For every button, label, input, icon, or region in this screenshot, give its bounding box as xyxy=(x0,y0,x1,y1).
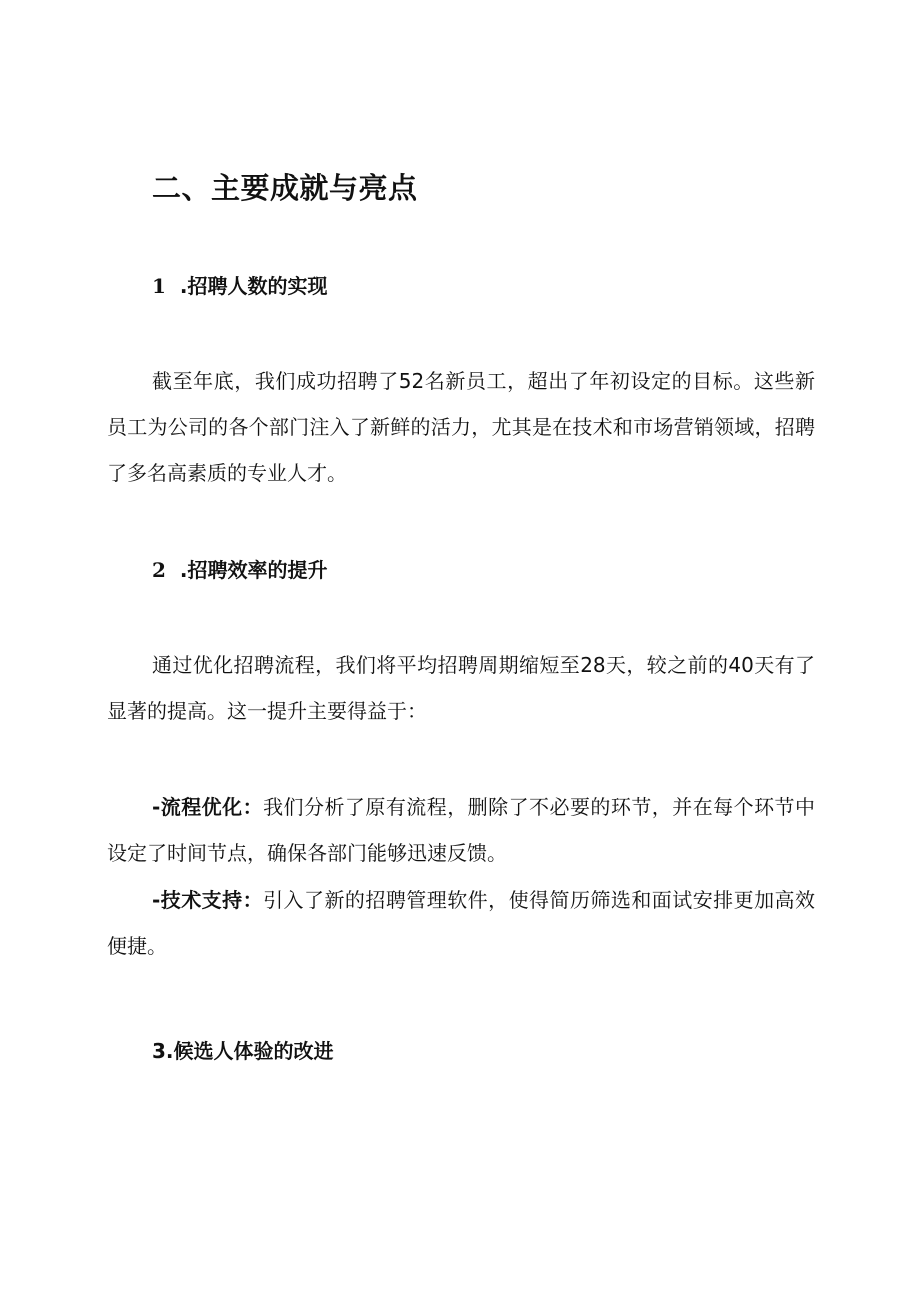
paragraph-recruitment-count: 截至年底，我们成功招聘了52名新员工，超出了年初设定的目标。这些新员工为公司的各个部门注入了新鲜的活力，尤其是在技术和市场营销领域，招聘了多名高素质的专业人才。 xyxy=(107,369,815,485)
subsection-heading-3: 3.候选人体验的改进 xyxy=(152,1039,334,1063)
bullet-tech-support xyxy=(107,877,815,969)
bullet-process-optimization xyxy=(107,784,815,876)
bullet-text-process: 我们分析了原有流程，删除了不必要的环节，并在每个环节中设定了时间节点，确保各部门能够迅速反馈。 xyxy=(107,795,815,865)
subsection-number-1: 1 xyxy=(152,274,166,298)
paragraph-recruitment-efficiency: 通过优化招聘流程，我们将平均招聘周期缩短至28天，较之前的40天有了显著的提高。这一提升主要得益于： xyxy=(107,653,815,723)
subsection-heading-1-text: .招聘人数的实现 xyxy=(179,274,328,298)
subsection-number-2: 2 xyxy=(152,558,166,582)
bullet-lead-process: -流程优化： xyxy=(152,795,264,819)
section-title: 二、主要成就与亮点 xyxy=(152,171,418,205)
subsection-heading-2 xyxy=(152,555,328,585)
subsection-heading-1 xyxy=(152,271,328,301)
bullet-text-tech: 引入了新的招聘管理软件，使得简历筛选和面试安排更加高效便捷。 xyxy=(107,888,815,958)
subsection-heading-2-text: .招聘效率的提升 xyxy=(179,558,328,582)
bullet-lead-tech: -技术支持： xyxy=(152,888,264,912)
